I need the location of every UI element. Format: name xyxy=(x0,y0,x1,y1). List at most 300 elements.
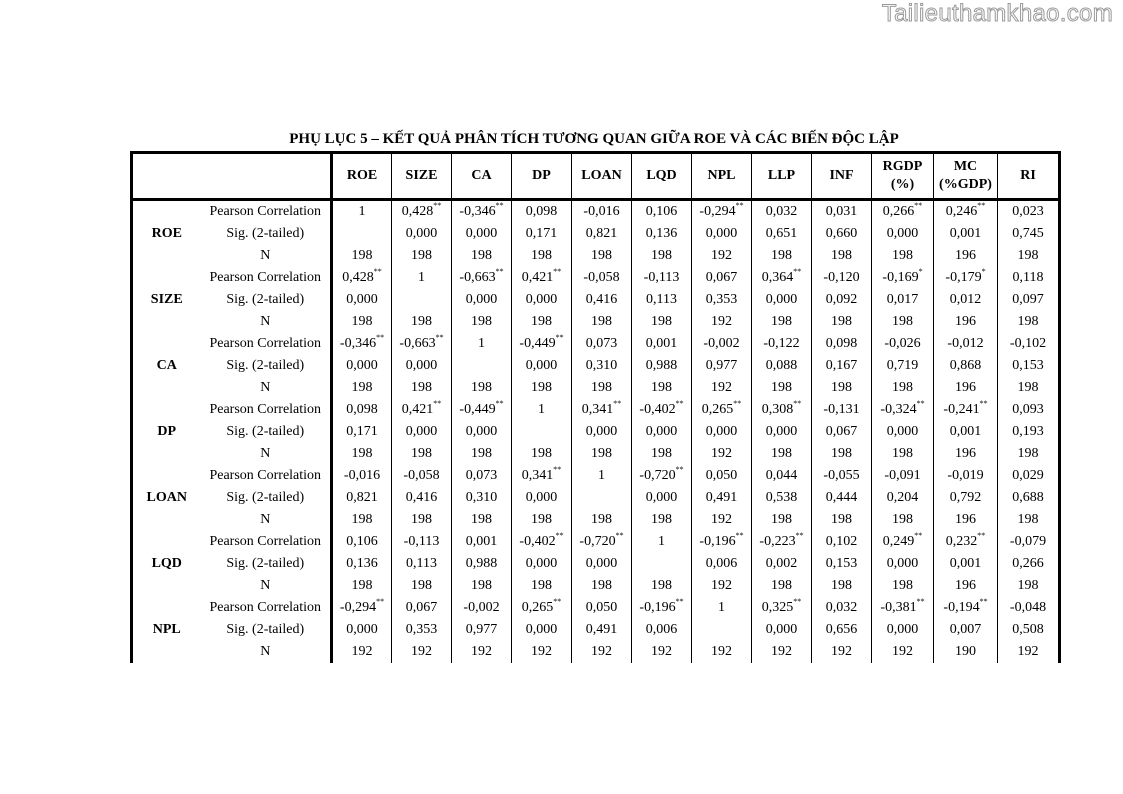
cell-pearson: -0,079 xyxy=(998,531,1060,553)
cell-sig: 0,000 xyxy=(752,289,812,311)
cell-sig: 0,000 xyxy=(392,355,452,377)
cell-n: 198 xyxy=(572,575,632,597)
cell-sig xyxy=(692,619,752,641)
cell-sig: 0,719 xyxy=(872,355,934,377)
stat-label: N xyxy=(260,446,271,461)
cell-pearson: 0,073 xyxy=(572,333,632,355)
cell-pearson: -0,179* xyxy=(934,267,998,289)
cell-sig: 0,092 xyxy=(812,289,872,311)
cell-sig: 0,002 xyxy=(752,553,812,575)
cell-pearson: 0,001 xyxy=(452,531,512,553)
stat-label: N xyxy=(260,248,271,263)
significance-mark: ** xyxy=(615,531,624,540)
cell-n: 198 xyxy=(812,575,872,597)
cell-n: 198 xyxy=(572,377,632,399)
table-row-loan-pearson xyxy=(132,465,1060,487)
cell-pearson: 0,031 xyxy=(812,200,872,224)
cell-n: 198 xyxy=(632,509,692,531)
cell-n: 198 xyxy=(392,575,452,597)
cell-n: 198 xyxy=(512,311,572,333)
cell-sig xyxy=(332,223,392,245)
cell-sig xyxy=(392,289,452,311)
cell-sig: 0,006 xyxy=(692,553,752,575)
cell-pearson: -0,663** xyxy=(452,267,512,289)
cell-pearson: 0,098 xyxy=(512,200,572,224)
cell-n: 192 xyxy=(692,575,752,597)
cell-n: 198 xyxy=(332,311,392,333)
stat-label: Pearson Correlation xyxy=(209,468,322,483)
cell-n: 192 xyxy=(452,641,512,663)
cell-n: 198 xyxy=(872,575,934,597)
cell-pearson: -0,346** xyxy=(452,200,512,224)
cell-n: 192 xyxy=(692,311,752,333)
cell-pearson: -0,002 xyxy=(692,333,752,355)
cell-pearson: -0,122 xyxy=(752,333,812,355)
cell-sig: 0,153 xyxy=(812,553,872,575)
cell-sig: 0,988 xyxy=(632,355,692,377)
stat-label: Sig. (2-tailed) xyxy=(226,556,305,571)
cell-sig: 0,000 xyxy=(872,421,934,443)
cell-sig: 0,000 xyxy=(512,355,572,377)
cell-pearson: 0,067 xyxy=(392,597,452,619)
cell-sig: 0,538 xyxy=(752,487,812,509)
significance-mark: ** xyxy=(914,531,923,540)
significance-mark: * xyxy=(981,267,986,276)
cell-n: 198 xyxy=(332,443,392,465)
cell-pearson: -0,324** xyxy=(872,399,934,421)
column-header-dp: DP xyxy=(512,153,572,200)
significance-mark: ** xyxy=(555,531,564,540)
cell-pearson: 0,421** xyxy=(392,399,452,421)
cell-n: 198 xyxy=(512,509,572,531)
table-row-size-pearson xyxy=(132,267,1060,289)
cell-sig: 0,000 xyxy=(332,619,392,641)
cell-pearson: 1 xyxy=(572,465,632,487)
cell-n: 198 xyxy=(998,245,1060,267)
significance-mark: ** xyxy=(675,465,684,474)
cell-sig: 0,000 xyxy=(392,223,452,245)
cell-sig: 0,113 xyxy=(632,289,692,311)
cell-n: 198 xyxy=(632,377,692,399)
cell-n: 198 xyxy=(452,311,512,333)
significance-mark: ** xyxy=(553,267,562,276)
stat-label: Sig. (2-tailed) xyxy=(226,424,305,439)
cell-n: 198 xyxy=(572,509,632,531)
cell-n: 198 xyxy=(752,245,812,267)
column-header-inf: INF xyxy=(812,153,872,200)
significance-mark: ** xyxy=(495,399,504,408)
cell-n: 198 xyxy=(872,509,934,531)
cell-sig: 0,868 xyxy=(934,355,998,377)
cell-pearson: -0,241** xyxy=(934,399,998,421)
cell-pearson: -0,402** xyxy=(512,531,572,553)
cell-pearson: -0,131 xyxy=(812,399,872,421)
cell-sig: 0,000 xyxy=(572,553,632,575)
significance-mark: ** xyxy=(795,531,804,540)
cell-pearson: -0,113 xyxy=(392,531,452,553)
cell-pearson: 0,265** xyxy=(512,597,572,619)
cell-sig: 0,097 xyxy=(998,289,1060,311)
cell-sig: 0,745 xyxy=(998,223,1060,245)
cell-n: 198 xyxy=(632,245,692,267)
cell-n: 198 xyxy=(632,575,692,597)
cell-pearson: -0,120 xyxy=(812,267,872,289)
stat-label: Sig. (2-tailed) xyxy=(226,358,305,373)
cell-pearson: -0,663** xyxy=(392,333,452,355)
table-row-npl-n xyxy=(132,641,1060,663)
table-header-row xyxy=(132,153,1060,200)
cell-n: 198 xyxy=(812,377,872,399)
column-header-npl: NPL xyxy=(692,153,752,200)
cell-pearson: 0,421** xyxy=(512,267,572,289)
cell-pearson: -0,169* xyxy=(872,267,934,289)
table-row-loan-sig xyxy=(132,487,1060,509)
significance-mark: ** xyxy=(613,399,622,408)
cell-pearson: 0,023 xyxy=(998,200,1060,224)
cell-sig: 0,688 xyxy=(998,487,1060,509)
significance-mark: ** xyxy=(555,333,564,342)
table-row-lqd-pearson xyxy=(132,531,1060,553)
cell-pearson: 0,093 xyxy=(998,399,1060,421)
cell-n: 198 xyxy=(332,509,392,531)
significance-mark: ** xyxy=(979,597,988,606)
cell-pearson: 0,364** xyxy=(752,267,812,289)
cell-pearson: 0,341** xyxy=(572,399,632,421)
row-variable-label: LOAN xyxy=(132,465,201,531)
significance-mark: ** xyxy=(675,399,684,408)
cell-n: 192 xyxy=(692,509,752,531)
cell-n: 198 xyxy=(752,311,812,333)
column-header-roe: ROE xyxy=(332,153,392,200)
cell-sig xyxy=(512,421,572,443)
table-row-loan-n xyxy=(132,509,1060,531)
significance-mark: ** xyxy=(373,267,382,276)
cell-sig: 0,310 xyxy=(572,355,632,377)
cell-n: 198 xyxy=(512,443,572,465)
cell-n: 198 xyxy=(872,311,934,333)
column-header-loan: LOAN xyxy=(572,153,632,200)
significance-mark: * xyxy=(918,267,923,276)
cell-pearson: 1 xyxy=(512,399,572,421)
cell-n: 198 xyxy=(998,443,1060,465)
cell-sig: 0,792 xyxy=(934,487,998,509)
cell-sig: 0,416 xyxy=(392,487,452,509)
row-variable-label: SIZE xyxy=(132,267,201,333)
cell-pearson: 1 xyxy=(692,597,752,619)
cell-n: 198 xyxy=(572,443,632,465)
cell-pearson: -0,720** xyxy=(632,465,692,487)
cell-sig: 0,088 xyxy=(752,355,812,377)
stat-label: Sig. (2-tailed) xyxy=(226,292,305,307)
cell-sig: 0,153 xyxy=(998,355,1060,377)
cell-pearson: 0,102 xyxy=(812,531,872,553)
cell-pearson: 0,246** xyxy=(934,200,998,224)
stat-label: N xyxy=(260,314,271,329)
cell-n: 196 xyxy=(934,311,998,333)
cell-sig: 0,266 xyxy=(998,553,1060,575)
stat-label: N xyxy=(260,380,271,395)
column-header-ri: RI xyxy=(998,153,1060,200)
significance-mark: ** xyxy=(495,201,504,210)
cell-sig: 0,000 xyxy=(512,619,572,641)
row-variable-label: CA xyxy=(132,333,201,399)
cell-sig: 0,651 xyxy=(752,223,812,245)
cell-pearson: -0,381** xyxy=(872,597,934,619)
header-blank xyxy=(132,153,201,200)
cell-n: 198 xyxy=(752,575,812,597)
table-row-dp-sig xyxy=(132,421,1060,443)
cell-n: 192 xyxy=(692,641,752,663)
cell-n: 198 xyxy=(332,377,392,399)
table-row-lqd-sig xyxy=(132,553,1060,575)
cell-n: 198 xyxy=(572,311,632,333)
cell-pearson: -0,055 xyxy=(812,465,872,487)
cell-sig: 0,136 xyxy=(332,553,392,575)
cell-pearson: 0,098 xyxy=(812,333,872,355)
row-variable-label: LQD xyxy=(132,531,201,597)
stat-label: Pearson Correlation xyxy=(209,600,322,615)
cell-pearson: -0,058 xyxy=(392,465,452,487)
significance-mark: ** xyxy=(977,201,986,210)
table-row-ca-pearson xyxy=(132,333,1060,355)
cell-n: 198 xyxy=(812,443,872,465)
cell-sig xyxy=(452,355,512,377)
cell-sig: 0,171 xyxy=(512,223,572,245)
column-header-llp: LLP xyxy=(752,153,812,200)
cell-pearson: -0,449** xyxy=(452,399,512,421)
significance-mark: ** xyxy=(376,333,385,342)
cell-sig: 0,353 xyxy=(692,289,752,311)
cell-sig: 0,171 xyxy=(332,421,392,443)
cell-n: 198 xyxy=(392,443,452,465)
cell-n: 198 xyxy=(872,245,934,267)
cell-n: 198 xyxy=(752,443,812,465)
cell-sig: 0,000 xyxy=(632,487,692,509)
significance-mark: ** xyxy=(977,531,986,540)
cell-n: 192 xyxy=(512,641,572,663)
significance-mark: ** xyxy=(433,201,442,210)
cell-n: 192 xyxy=(392,641,452,663)
cell-pearson: -0,346** xyxy=(332,333,392,355)
watermark-text: Tailieuthamkhao.com xyxy=(881,0,1113,27)
row-variable-label: DP xyxy=(132,399,201,465)
cell-pearson: 1 xyxy=(452,333,512,355)
table-row-roe-sig xyxy=(132,223,1060,245)
cell-pearson: -0,113 xyxy=(632,267,692,289)
stat-label: Pearson Correlation xyxy=(209,402,322,417)
cell-pearson: -0,402** xyxy=(632,399,692,421)
cell-n: 198 xyxy=(752,509,812,531)
cell-pearson: 1 xyxy=(392,267,452,289)
cell-sig: 0,000 xyxy=(692,223,752,245)
cell-pearson: -0,449** xyxy=(512,333,572,355)
table-row-npl-sig xyxy=(132,619,1060,641)
cell-n: 192 xyxy=(692,377,752,399)
cell-n: 198 xyxy=(572,245,632,267)
column-header-lqd: LQD xyxy=(632,153,692,200)
cell-sig: 0,000 xyxy=(872,619,934,641)
cell-n: 198 xyxy=(998,509,1060,531)
table-row-roe-pearson xyxy=(132,200,1060,224)
cell-sig: 0,000 xyxy=(452,421,512,443)
cell-n: 196 xyxy=(934,509,998,531)
cell-pearson: -0,016 xyxy=(332,465,392,487)
cell-n: 198 xyxy=(812,245,872,267)
significance-mark: ** xyxy=(553,597,562,606)
significance-mark: ** xyxy=(733,399,742,408)
cell-pearson: 0,029 xyxy=(998,465,1060,487)
cell-n: 190 xyxy=(934,641,998,663)
cell-sig: 0,000 xyxy=(572,421,632,443)
cell-sig: 0,821 xyxy=(332,487,392,509)
stat-label: Pearson Correlation xyxy=(209,204,322,219)
cell-sig: 0,113 xyxy=(392,553,452,575)
cell-n: 198 xyxy=(452,443,512,465)
cell-sig: 0,000 xyxy=(452,223,512,245)
header-blank xyxy=(201,153,332,200)
cell-sig: 0,491 xyxy=(572,619,632,641)
stat-label: Pearson Correlation xyxy=(209,270,322,285)
cell-pearson: 0,118 xyxy=(998,267,1060,289)
cell-n: 198 xyxy=(512,245,572,267)
cell-pearson: -0,196** xyxy=(632,597,692,619)
column-header-ca: CA xyxy=(452,153,512,200)
cell-sig: 0,000 xyxy=(872,223,934,245)
cell-pearson: 0,341** xyxy=(512,465,572,487)
cell-n: 192 xyxy=(812,641,872,663)
cell-n: 198 xyxy=(392,509,452,531)
row-variable-label: NPL xyxy=(132,597,201,663)
cell-sig: 0,000 xyxy=(692,421,752,443)
cell-sig: 0,193 xyxy=(998,421,1060,443)
cell-n: 198 xyxy=(392,245,452,267)
cell-pearson: -0,196** xyxy=(692,531,752,553)
cell-n: 196 xyxy=(934,377,998,399)
cell-sig: 0,017 xyxy=(872,289,934,311)
cell-sig: 0,977 xyxy=(692,355,752,377)
cell-pearson: 0,308** xyxy=(752,399,812,421)
cell-pearson: 0,106 xyxy=(332,531,392,553)
cell-pearson: -0,012 xyxy=(934,333,998,355)
cell-pearson: -0,091 xyxy=(872,465,934,487)
cell-pearson: 0,428** xyxy=(392,200,452,224)
cell-sig: 0,000 xyxy=(332,355,392,377)
cell-n: 198 xyxy=(332,575,392,597)
cell-sig: 0,821 xyxy=(572,223,632,245)
cell-n: 198 xyxy=(452,509,512,531)
cell-pearson: -0,026 xyxy=(872,333,934,355)
significance-mark: ** xyxy=(433,399,442,408)
stat-label: N xyxy=(260,578,271,593)
page-title: PHỤ LỤC 5 – KẾT QUẢ PHÂN TÍCH TƯƠNG QUAN GIỮA ROE VÀ CÁC BIẾN ĐỘC LẬP xyxy=(289,131,899,147)
cell-pearson: -0,102 xyxy=(998,333,1060,355)
cell-pearson: -0,016 xyxy=(572,200,632,224)
cell-pearson: -0,194** xyxy=(934,597,998,619)
cell-sig: 0,001 xyxy=(934,553,998,575)
cell-n: 198 xyxy=(512,575,572,597)
cell-pearson: -0,223** xyxy=(752,531,812,553)
cell-sig: 0,000 xyxy=(512,553,572,575)
cell-pearson: 0,032 xyxy=(812,597,872,619)
cell-sig: 0,988 xyxy=(452,553,512,575)
cell-pearson: 0,249** xyxy=(872,531,934,553)
cell-n: 192 xyxy=(692,245,752,267)
cell-pearson: -0,019 xyxy=(934,465,998,487)
table-row-ca-sig xyxy=(132,355,1060,377)
cell-pearson: 0,106 xyxy=(632,200,692,224)
cell-pearson: 0,067 xyxy=(692,267,752,289)
table-row-size-sig xyxy=(132,289,1060,311)
cell-sig: 0,167 xyxy=(812,355,872,377)
table-row-dp-n xyxy=(132,443,1060,465)
cell-n: 192 xyxy=(632,641,692,663)
cell-n: 198 xyxy=(998,575,1060,597)
cell-n: 198 xyxy=(812,509,872,531)
significance-mark: ** xyxy=(793,399,802,408)
column-header-size: SIZE xyxy=(392,153,452,200)
cell-sig: 0,310 xyxy=(452,487,512,509)
cell-n: 198 xyxy=(452,575,512,597)
table-row-npl-pearson xyxy=(132,597,1060,619)
significance-mark: ** xyxy=(675,597,684,606)
cell-n: 192 xyxy=(692,443,752,465)
significance-mark: ** xyxy=(916,597,925,606)
column-header-mc: MC (%GDP) xyxy=(934,153,998,200)
cell-n: 192 xyxy=(572,641,632,663)
stat-label: N xyxy=(260,644,271,659)
cell-n: 198 xyxy=(998,311,1060,333)
cell-pearson: 0,428** xyxy=(332,267,392,289)
cell-pearson: 0,266** xyxy=(872,200,934,224)
cell-sig: 0,444 xyxy=(812,487,872,509)
cell-n: 198 xyxy=(998,377,1060,399)
cell-pearson: -0,294** xyxy=(332,597,392,619)
significance-mark: ** xyxy=(914,201,923,210)
cell-sig: 0,204 xyxy=(872,487,934,509)
cell-n: 198 xyxy=(752,377,812,399)
significance-mark: ** xyxy=(495,267,504,276)
cell-sig: 0,000 xyxy=(632,421,692,443)
cell-n: 198 xyxy=(512,377,572,399)
row-variable-label: ROE xyxy=(132,200,201,268)
cell-pearson: 0,001 xyxy=(632,333,692,355)
table-body xyxy=(132,200,1060,664)
table-row-lqd-n xyxy=(132,575,1060,597)
cell-pearson: -0,720** xyxy=(572,531,632,553)
significance-mark: ** xyxy=(376,597,385,606)
cell-n: 196 xyxy=(934,443,998,465)
cell-n: 198 xyxy=(872,443,934,465)
cell-pearson: 0,098 xyxy=(332,399,392,421)
cell-sig: 0,001 xyxy=(934,223,998,245)
stat-label: Pearson Correlation xyxy=(209,534,322,549)
significance-mark: ** xyxy=(435,333,444,342)
cell-sig: 0,012 xyxy=(934,289,998,311)
cell-sig: 0,000 xyxy=(512,289,572,311)
cell-n: 192 xyxy=(998,641,1060,663)
significance-mark: ** xyxy=(553,465,562,474)
cell-sig: 0,006 xyxy=(632,619,692,641)
cell-n: 198 xyxy=(812,311,872,333)
correlation-table xyxy=(130,151,1061,663)
table-row-ca-n xyxy=(132,377,1060,399)
cell-sig: 0,353 xyxy=(392,619,452,641)
significance-mark: ** xyxy=(735,201,744,210)
stat-label: Sig. (2-tailed) xyxy=(226,622,305,637)
column-header-rgdp: RGDP (%) xyxy=(872,153,934,200)
cell-pearson: -0,002 xyxy=(452,597,512,619)
cell-n: 192 xyxy=(332,641,392,663)
